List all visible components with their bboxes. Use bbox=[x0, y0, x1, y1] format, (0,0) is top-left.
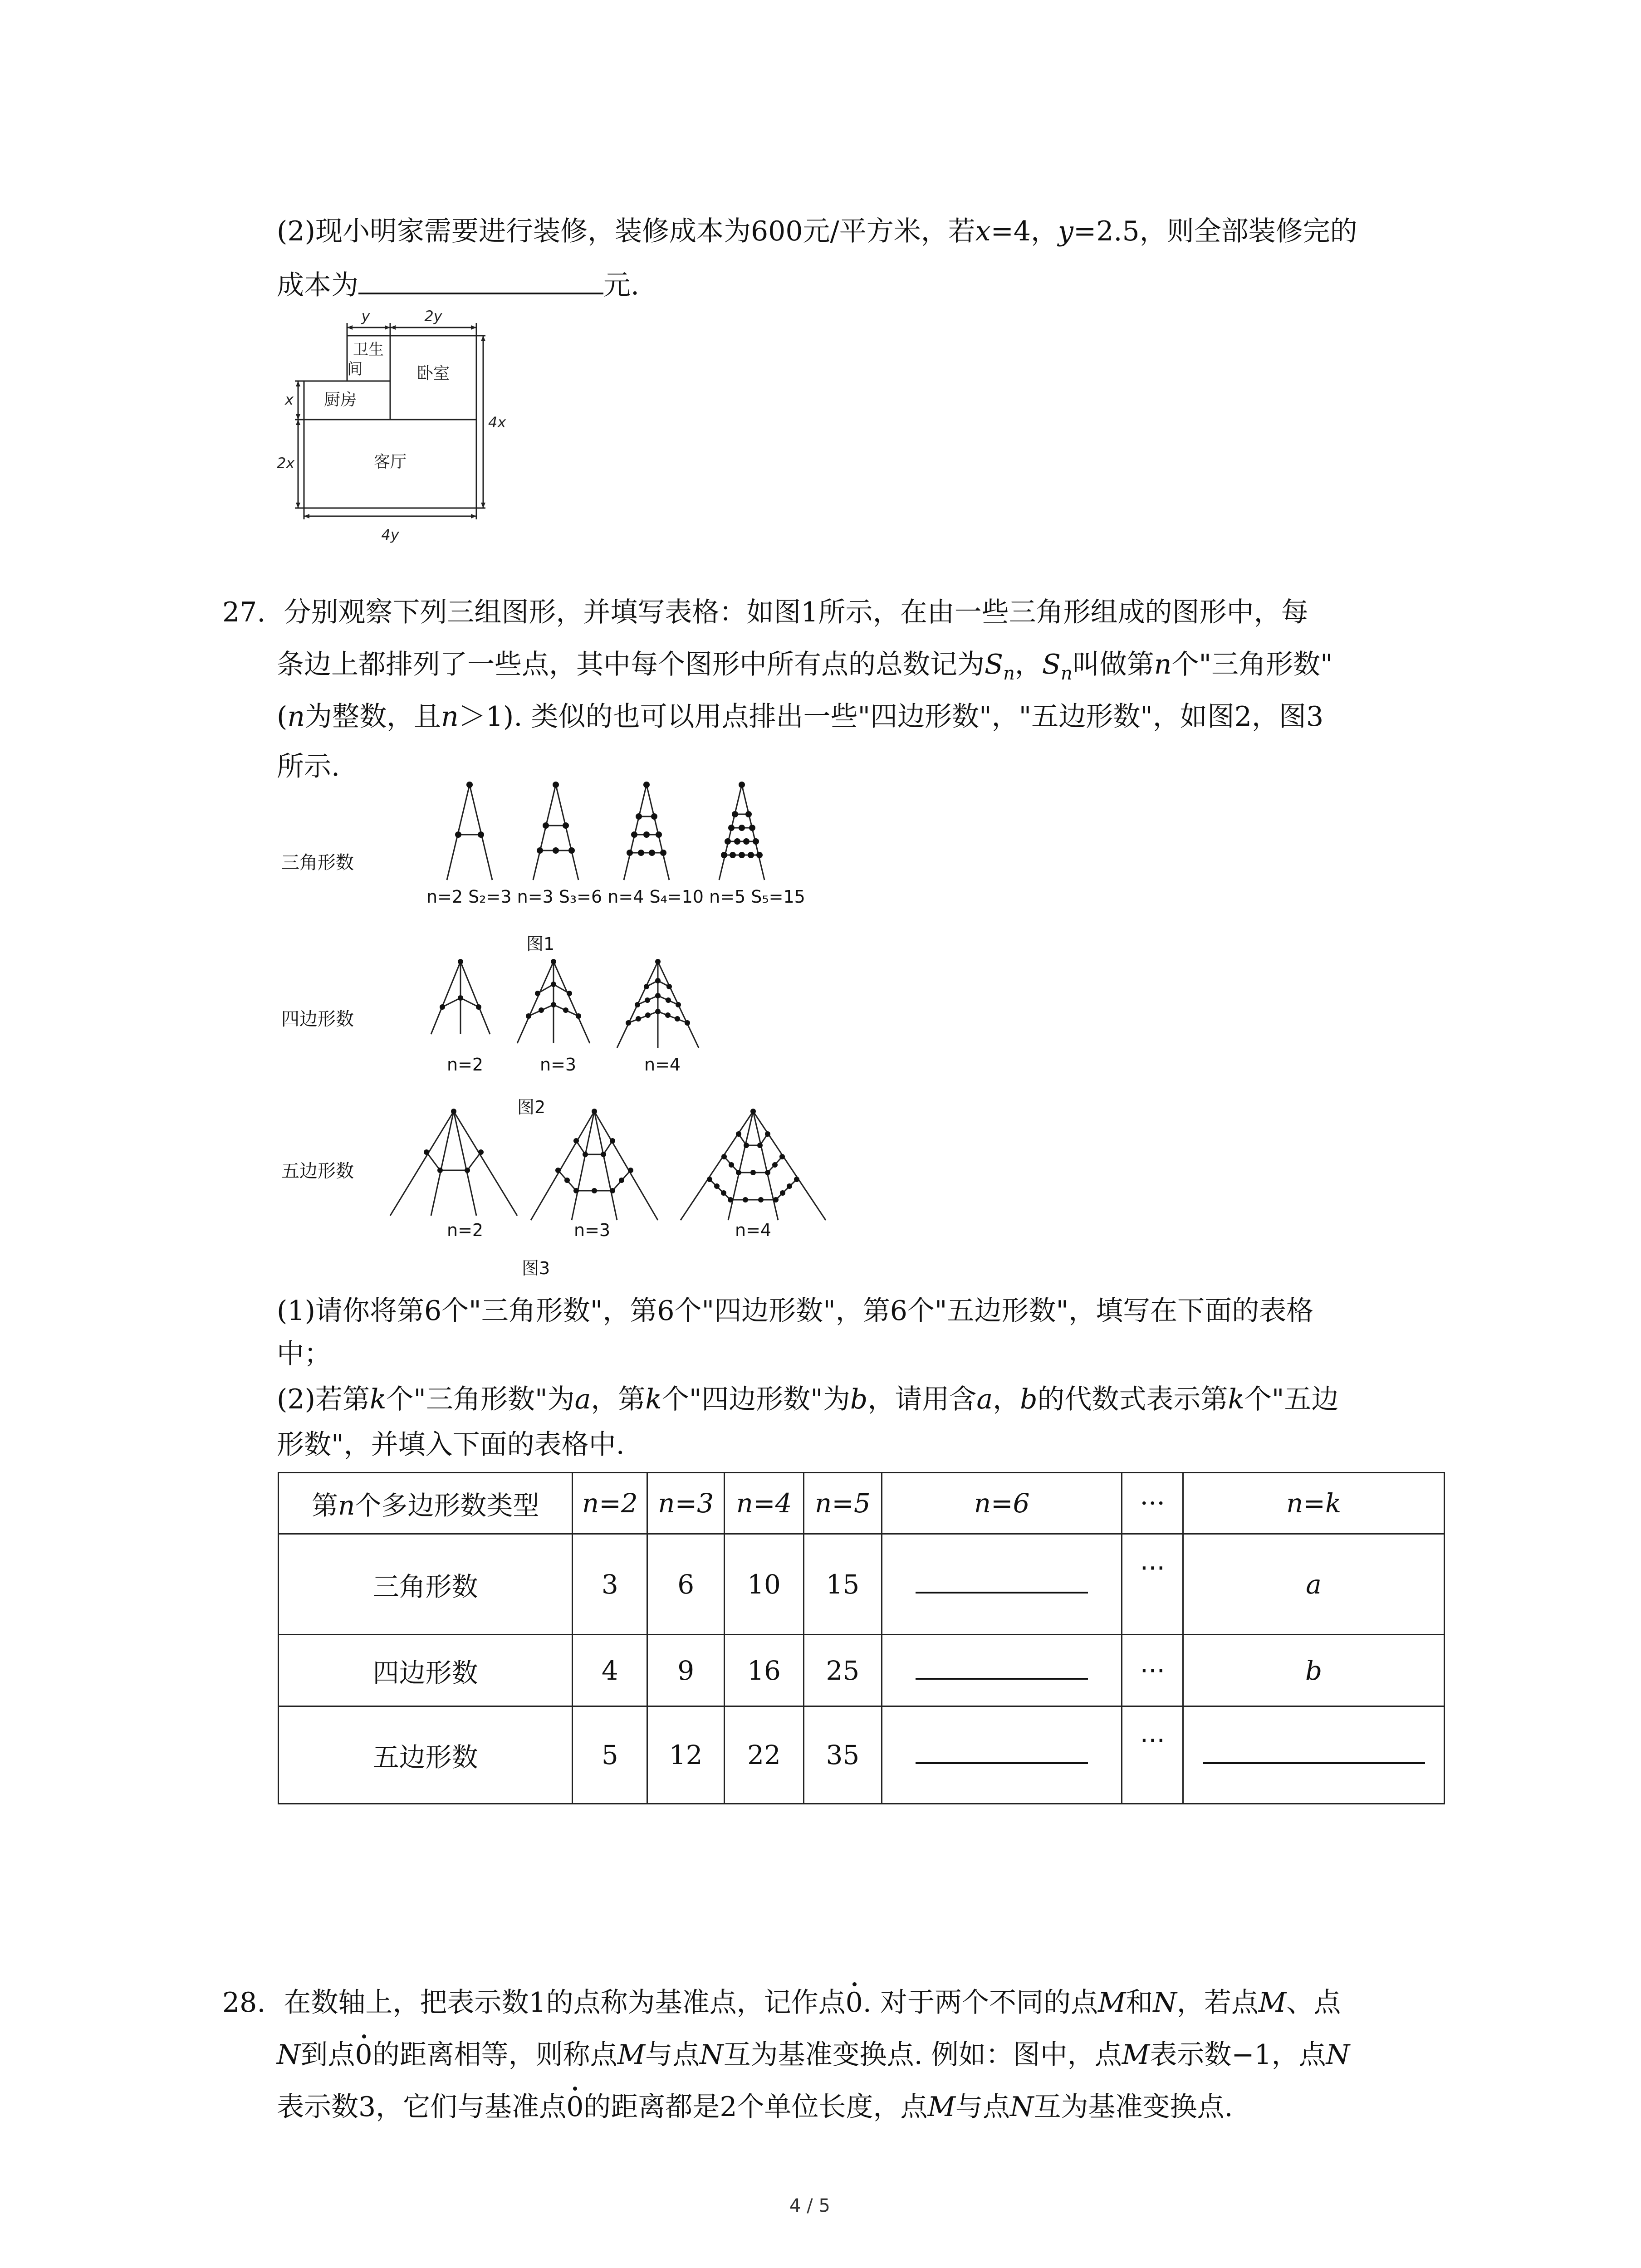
q28-line3: 表示数3，它们与基准点0的距离都是2个单位长度，点M与点N互为基准变换点. bbox=[277, 2091, 1233, 2123]
cell-value: 5 bbox=[573, 1706, 647, 1804]
fig2-caption: 图2 bbox=[517, 1097, 546, 1117]
row2-n2: n=2 bbox=[447, 1055, 484, 1075]
q26-line2: 成本为 元. bbox=[277, 265, 639, 303]
dim-left-2x: 2x bbox=[277, 455, 295, 472]
header-n4: n=4 bbox=[725, 1473, 804, 1534]
dim-left-x: x bbox=[285, 391, 294, 408]
header-n3: n=3 bbox=[647, 1473, 725, 1534]
page-number: 4 / 5 bbox=[789, 2195, 830, 2216]
cell-value: 22 bbox=[725, 1706, 804, 1804]
row1-label: 三角形数 bbox=[281, 852, 354, 873]
header-n2: n=2 bbox=[573, 1473, 647, 1534]
answer-blank[interactable] bbox=[916, 1574, 1088, 1593]
answer-blank-cell[interactable] bbox=[882, 1635, 1122, 1706]
fig1-caption: 图1 bbox=[526, 934, 555, 954]
row1-caption: n=2 S₂=3 n=3 S₃=6 n=4 S₄=10 n=5 S₅=15 bbox=[426, 887, 805, 907]
answer-blank[interactable] bbox=[916, 1660, 1088, 1680]
row-type: 三角形数 bbox=[279, 1534, 573, 1635]
row2-n3: n=3 bbox=[540, 1055, 577, 1075]
cell-value: a bbox=[1183, 1534, 1445, 1635]
q26-line1: (2)现小明家需要进行装修，装修成本为600元/平方米，若x=4，y=2.5，则全部装修完的 bbox=[277, 215, 1357, 247]
cell-value: 3 bbox=[573, 1534, 647, 1635]
room-living: 客厅 bbox=[373, 453, 407, 471]
header-n5: n=5 bbox=[803, 1473, 882, 1534]
answer-blank[interactable] bbox=[1203, 1744, 1425, 1764]
row3-n4: n=4 bbox=[735, 1220, 772, 1240]
row3-n3: n=3 bbox=[574, 1220, 611, 1240]
row2-n4: n=4 bbox=[644, 1055, 681, 1075]
cell-value: 10 bbox=[725, 1534, 804, 1635]
q27-sub2-b: 形数"，并填入下面的表格中. bbox=[277, 1429, 625, 1461]
cell-ellipsis: ··· bbox=[1122, 1706, 1183, 1804]
pentagonal-number-figures bbox=[372, 1102, 916, 1238]
dim-bottom-4y: 4y bbox=[381, 526, 399, 543]
cell-value: 35 bbox=[803, 1706, 882, 1804]
cell-value: 4 bbox=[573, 1635, 647, 1706]
row-type: 四边形数 bbox=[279, 1635, 573, 1706]
q27-line2: 条边上都排列了一些点，其中每个图形中所有点的总数记为$S_n$，$S_n$叫做第n个"三角形数" bbox=[277, 649, 1333, 684]
row-type: 五边形数 bbox=[279, 1706, 573, 1804]
room-bathroom-2: 间 bbox=[347, 360, 362, 378]
q28-line1: 28. 在数轴上，把表示数1的点称为基准点，记作点0. 对于两个不同的点M和N，若点M、点 bbox=[222, 1987, 1341, 2019]
table-row bbox=[279, 1706, 1445, 1804]
row2-label: 四边形数 bbox=[281, 1009, 354, 1030]
header-ellipsis: ··· bbox=[1122, 1473, 1183, 1534]
floor-plan-diagram bbox=[277, 299, 531, 544]
header-nk: n=k bbox=[1183, 1473, 1445, 1534]
q27-sub1-b: 中； bbox=[277, 1338, 331, 1370]
square-number-figures bbox=[417, 953, 826, 1061]
dim-top-2y: 2y bbox=[424, 308, 442, 325]
cell-value: b bbox=[1183, 1635, 1445, 1706]
q27-sub2-a: (2)若第k个"三角形数"为a，第k个"四边形数"为b，请用含a，b的代数式表示第k个"五边 bbox=[277, 1383, 1339, 1415]
answer-blank[interactable] bbox=[916, 1744, 1088, 1764]
q27-line4: 所示. bbox=[277, 751, 340, 782]
room-bathroom-1: 卫生 bbox=[353, 341, 384, 359]
answer-blank-cell[interactable] bbox=[882, 1706, 1122, 1804]
cell-value: 12 bbox=[647, 1706, 725, 1804]
cell-ellipsis: ··· bbox=[1122, 1635, 1183, 1706]
cell-value: 6 bbox=[647, 1534, 725, 1635]
answer-blank-cell[interactable] bbox=[882, 1534, 1122, 1635]
header-n6: n=6 bbox=[882, 1473, 1122, 1534]
q27-sub1-a: (1)请你将第6个"三角形数"，第6个"四边形数"，第6个"五边形数"，填写在下面的表格 bbox=[277, 1295, 1314, 1327]
table-header-row bbox=[279, 1473, 1445, 1534]
cell-value: 16 bbox=[725, 1635, 804, 1706]
dim-top-y: y bbox=[361, 308, 370, 325]
table-row bbox=[279, 1635, 1445, 1706]
row3-label: 五边形数 bbox=[281, 1161, 354, 1182]
cell-value: 9 bbox=[647, 1635, 725, 1706]
polygon-number-table bbox=[278, 1472, 1445, 1804]
q27-line1: 27. 分别观察下列三组图形，并填写表格：如图1所示，在由一些三角形组成的图形中，每 bbox=[222, 596, 1308, 628]
answer-blank-cell[interactable] bbox=[1183, 1706, 1445, 1804]
cell-ellipsis: ··· bbox=[1122, 1534, 1183, 1635]
q27-line3: (n为整数，且n＞1). 类似的也可以用点排出一些"四边形数"，"五边形数"，如图2，图3 bbox=[277, 701, 1324, 733]
answer-blank[interactable] bbox=[358, 265, 603, 294]
cell-value: 15 bbox=[803, 1534, 882, 1635]
row3-n2: n=2 bbox=[447, 1220, 484, 1240]
room-kitchen: 厨房 bbox=[323, 391, 357, 409]
fig3-caption: 图3 bbox=[522, 1258, 550, 1278]
room-bedroom: 卧室 bbox=[416, 364, 450, 383]
cell-value: 25 bbox=[803, 1635, 882, 1706]
dim-right-4x: 4x bbox=[488, 414, 506, 431]
table-row bbox=[279, 1534, 1445, 1635]
header-type: 第n个多边形数类型 bbox=[279, 1473, 573, 1534]
q28-line2: N到点0的距离相等，则称点M与点N互为基准变换点. 例如：图中，点M表示数−1，点N bbox=[277, 2039, 1350, 2071]
